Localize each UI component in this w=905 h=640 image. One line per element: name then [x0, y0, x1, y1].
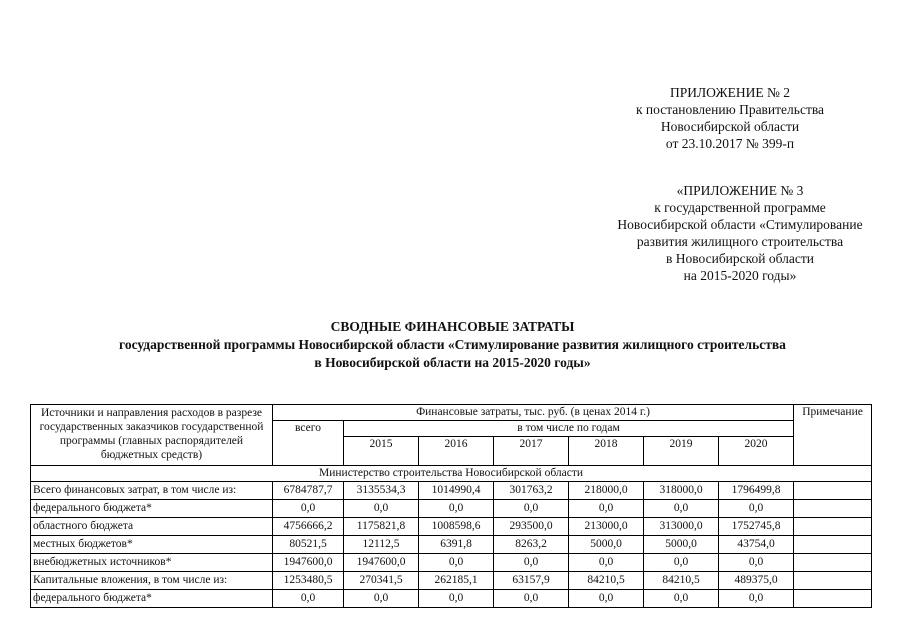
decree-appendix-line: к постановлению Правительства	[635, 102, 825, 117]
cell-2015: 1947600,0	[344, 554, 419, 572]
table-row	[31, 482, 872, 500]
cell-2018: 0,0	[569, 590, 644, 608]
table-row	[31, 590, 872, 608]
header-year: 2017	[494, 437, 569, 466]
cell-note	[794, 554, 872, 572]
cell-2016: 6391,8	[419, 536, 494, 554]
header-year: 2015	[344, 437, 419, 466]
header-financial-costs: Финансовые затраты, тыс. руб. (в ценах 2014 г.)	[273, 405, 794, 421]
cell-2019: 5000,0	[644, 536, 719, 554]
header-year: 2016	[419, 437, 494, 466]
cell-total: 0,0	[273, 500, 344, 518]
row-label: местных бюджетов*	[31, 536, 273, 554]
cell-2017: 63157,9	[494, 572, 569, 590]
cell-2020: 0,0	[719, 500, 794, 518]
cell-note	[794, 518, 872, 536]
cell-2020: 489375,0	[719, 572, 794, 590]
cell-2020: 1752745,8	[719, 518, 794, 536]
cell-2018: 84210,5	[569, 572, 644, 590]
row-label: федерального бюджета*	[31, 500, 273, 518]
cell-2017: 0,0	[494, 554, 569, 572]
cell-2019: 0,0	[644, 554, 719, 572]
header-year: 2019	[644, 437, 719, 466]
section-ministry-title: Министерство строительства Новосибирской области	[31, 466, 872, 482]
cell-2017: 8263,2	[494, 536, 569, 554]
cell-note	[794, 500, 872, 518]
program-appendix-line: к государственной программе	[654, 200, 826, 215]
program-appendix-line: Новосибирской области «Стимулирование	[617, 217, 863, 232]
row-label: областного бюджета	[31, 518, 273, 536]
cell-2017: 293500,0	[494, 518, 569, 536]
cell-note	[794, 482, 872, 500]
header-total: всего	[273, 421, 344, 466]
cell-note	[794, 572, 872, 590]
cell-2020: 0,0	[719, 554, 794, 572]
decree-appendix-line: Новосибирской области	[660, 119, 800, 134]
row-label: Капитальные вложения, в том числе из:	[31, 572, 273, 590]
cell-2016: 1014990,4	[419, 482, 494, 500]
cell-total: 80521,5	[273, 536, 344, 554]
table-row	[31, 500, 872, 518]
cell-2019: 313000,0	[644, 518, 719, 536]
cell-2018: 0,0	[569, 500, 644, 518]
decree-appendix-line: ПРИЛОЖЕНИЕ № 2	[669, 85, 791, 100]
program-appendix-line: развития жилищного строительства	[636, 234, 844, 249]
cell-2015: 3135534,3	[344, 482, 419, 500]
cell-total: 1253480,5	[273, 572, 344, 590]
cell-2015: 0,0	[344, 590, 419, 608]
table-row	[31, 536, 872, 554]
cell-total: 1947600,0	[273, 554, 344, 572]
cell-2019: 0,0	[644, 500, 719, 518]
program-appendix-line: в Новосибирской области	[665, 251, 815, 266]
cell-2016: 0,0	[419, 500, 494, 518]
row-label: Всего финансовых затрат, в том числе из:	[31, 482, 273, 500]
cell-2018: 0,0	[569, 554, 644, 572]
header-year: 2018	[569, 437, 644, 466]
cell-2018: 213000,0	[569, 518, 644, 536]
cell-2015: 12112,5	[344, 536, 419, 554]
cell-note	[794, 590, 872, 608]
cell-total: 4756666,2	[273, 518, 344, 536]
document-subtitle-line: государственной программы Новосибирской области «Стимулирование развития жилищного строительства	[119, 337, 786, 352]
program-appendix-block	[580, 182, 900, 284]
row-label: внебюджетных источников*	[31, 554, 273, 572]
decree-appendix-block	[600, 84, 860, 152]
cell-2019: 84210,5	[644, 572, 719, 590]
cell-2017: 301763,2	[494, 482, 569, 500]
row-label: федерального бюджета*	[31, 590, 273, 608]
cell-total: 6784787,7	[273, 482, 344, 500]
cell-2016: 1008598,6	[419, 518, 494, 536]
cell-2019: 0,0	[644, 590, 719, 608]
decree-appendix-line: от 23.10.2017 № 399-п	[665, 136, 795, 151]
header-note: Примечание	[794, 405, 872, 466]
cell-2015: 0,0	[344, 500, 419, 518]
cell-2020: 1796499,8	[719, 482, 794, 500]
cell-2020: 0,0	[719, 590, 794, 608]
header-year: 2020	[719, 437, 794, 466]
cell-total: 0,0	[273, 590, 344, 608]
document-title: СВОДНЫЕ ФИНАНСОВЫЕ ЗАТРАТЫ	[330, 319, 575, 334]
cell-2016: 262185,1	[419, 572, 494, 590]
cell-2017: 0,0	[494, 500, 569, 518]
table-row	[31, 518, 872, 536]
cell-2019: 318000,0	[644, 482, 719, 500]
header-by-years: в том числе по годам	[344, 421, 794, 437]
cell-2015: 1175821,8	[344, 518, 419, 536]
cell-2016: 0,0	[419, 590, 494, 608]
cell-2015: 270341,5	[344, 572, 419, 590]
cell-2016: 0,0	[419, 554, 494, 572]
document-subtitle-line: в Новосибирской области на 2015-2020 годы»	[314, 355, 591, 370]
cell-note	[794, 536, 872, 554]
cell-2018: 5000,0	[569, 536, 644, 554]
program-appendix-line: на 2015-2020 годы»	[683, 268, 797, 283]
cell-2020: 43754,0	[719, 536, 794, 554]
table-row	[31, 554, 872, 572]
table-row	[31, 572, 872, 590]
program-appendix-line: «ПРИЛОЖЕНИЕ № 3	[676, 183, 804, 198]
cell-2018: 218000,0	[569, 482, 644, 500]
cell-2017: 0,0	[494, 590, 569, 608]
header-source-column: Источники и направления расходов в разрезе государственных заказчиков государственной программы (главных распорядителей бюджетных средств)	[31, 405, 273, 466]
financial-costs-table	[30, 404, 872, 608]
